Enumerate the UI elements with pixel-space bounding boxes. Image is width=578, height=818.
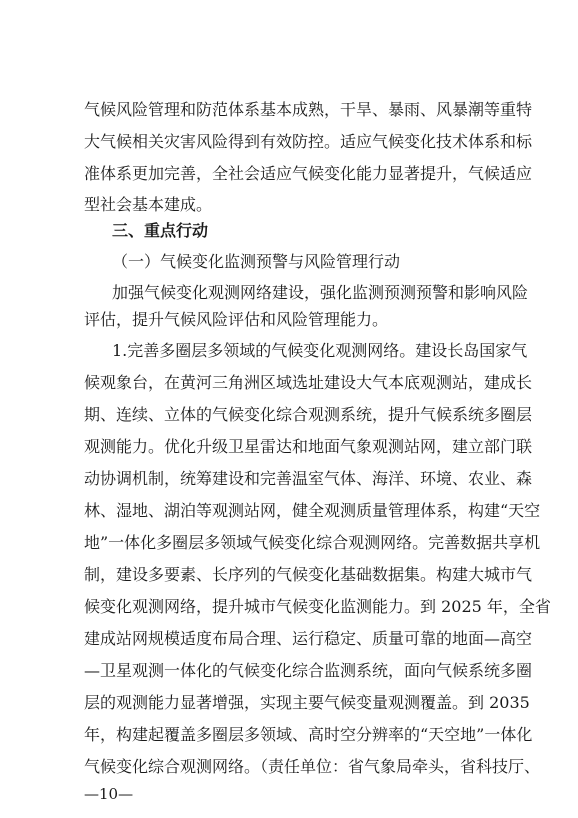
paragraph-line: 制，建设多要素、长序列的气候变化基础数据集。构建大城市气	[84, 565, 533, 584]
paragraph-line: 地”一体化多圈层多领域气候变化综合观测网络。完善数据共享机	[84, 533, 541, 552]
paragraph-line: 气候风险管理和防范体系基本成熟，干旱、暴雨、风暴潮等重特	[84, 100, 533, 119]
paragraph-line: 评估，提升气候风险评估和风险管理能力。	[84, 310, 389, 329]
paragraph-line: 候观象台，在黄河三角洲区域选址建设大气本底观测站，建成长	[84, 373, 533, 392]
page-number: —10—	[84, 785, 134, 803]
paragraph-line: 动协调机制，统筹建设和完善温室气体、海洋、环境、农业、森	[84, 469, 533, 488]
paragraph-line: 型社会基本建成。	[84, 195, 213, 214]
paragraph-line: 1.完善多圈层多领域的气候变化观测网络。建设长岛国家气	[112, 341, 528, 360]
paragraph-line: 准体系更加完善，全社会适应气候变化能力显著提升，气候适应	[84, 164, 533, 183]
paragraph-line: 层的观测能力显著增强，实现主要气候变量观测覆盖。到 2035	[84, 693, 530, 712]
paragraph-line: 大气候相关灾害风险得到有效防控。适应气候变化技术体系和标	[84, 132, 533, 151]
paragraph-line: 观测能力。优化升级卫星雷达和地面气象观测站网，建立部门联	[84, 437, 533, 456]
paragraph-line: 建成站网规模适度布局合理、运行稳定、质量可靠的地面—高空	[84, 629, 533, 648]
paragraph-line: 林、湿地、湖泊等观测站网，健全观测质量管理体系，构建“天空	[84, 501, 541, 520]
paragraph-line: 期、连续、立体的气候变化综合观测系统，提升气候系统多圈层	[84, 405, 533, 424]
subsection-heading: （一）气候变化监测预警与风险管理行动	[112, 252, 401, 271]
paragraph-line: 年，构建起覆盖多圈层多领域、高时空分辨率的“天空地”一体化	[84, 725, 533, 744]
paragraph-line: —卫星观测一体化的气候变化综合监测系统，面向气候系统多圈	[84, 661, 533, 680]
paragraph-line: 气候变化综合观测网络。（责任单位：省气象局牵头，省科技厅、	[84, 757, 541, 776]
section-heading: 三、重点行动	[112, 221, 209, 240]
paragraph-line: 候变化观测网络，提升城市气候变化监测能力。到 2025 年，全省	[84, 597, 551, 616]
paragraph-line: 加强气候变化观测网络建设，强化监测预测预警和影响风险	[112, 283, 529, 302]
